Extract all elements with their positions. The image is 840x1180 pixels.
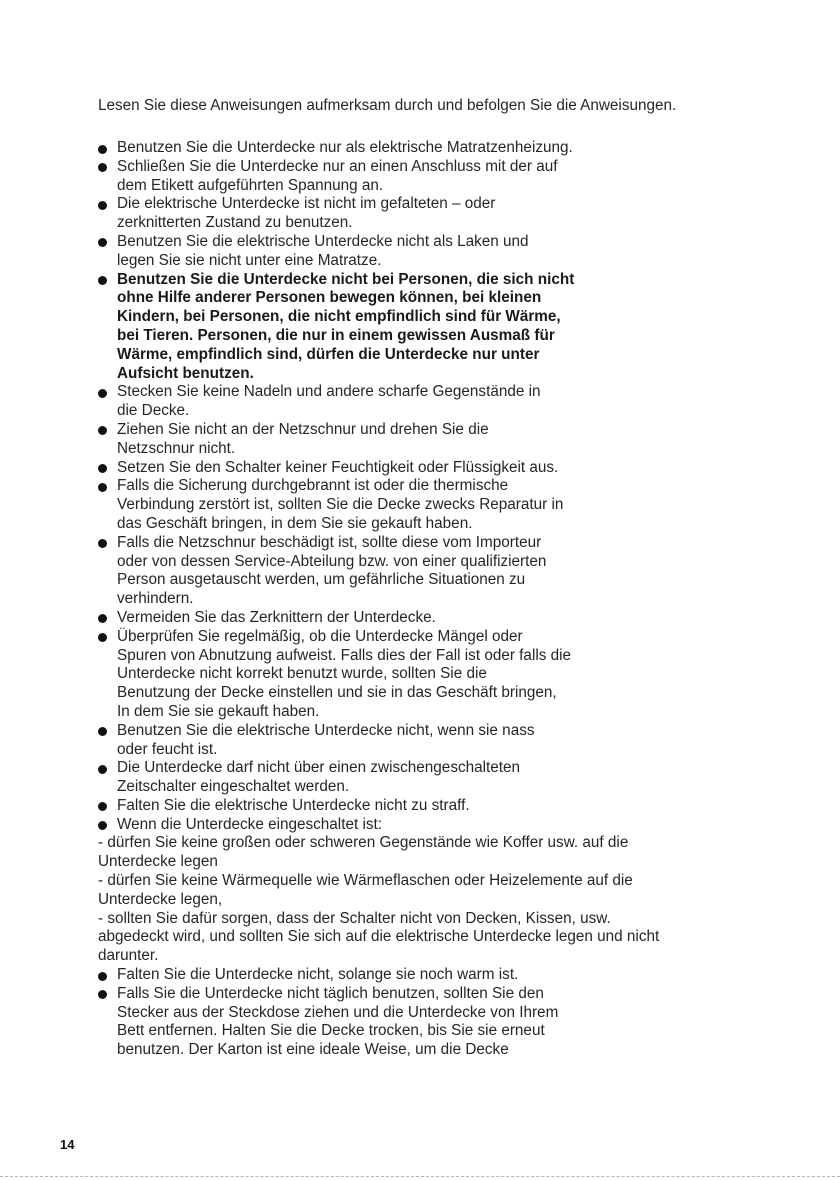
dash-list xyxy=(98,834,758,966)
bullet-line: Verbindung zerstört ist, sollten Sie die Decke zwecks Reparatur in xyxy=(117,496,564,514)
bullet-item xyxy=(98,628,758,722)
bullet-line: Schließen Sie die Unterdecke nur an einen Anschluss mit der auf xyxy=(117,157,558,175)
dash-line: - dürfen Sie keine Wärmequelle wie Wärmeflaschen oder Heizelemente auf die xyxy=(98,872,633,890)
dash-line: darunter. xyxy=(98,947,159,965)
bullet-line: benutzen. Der Karton ist eine ideale Weise, um die Decke xyxy=(117,1041,509,1059)
bullet-line: Benutzung der Decke einstellen und sie in das Geschäft bringen, xyxy=(117,684,557,702)
bullet-dot-icon xyxy=(98,389,107,398)
bullet-line: Wärme, empfindlich sind, dürfen die Unterdecke nur unter xyxy=(117,345,540,363)
bullet-line: Benutzen Sie die elektrische Unterdecke nicht, wenn sie nass xyxy=(117,721,535,739)
bullet-line: Spuren von Abnutzung aufweist. Falls dies der Fall ist oder falls die xyxy=(117,646,572,664)
dash-line: Unterdecke legen xyxy=(98,853,218,871)
bullet-dot-icon xyxy=(98,821,107,830)
bullet-item xyxy=(98,534,758,609)
bullet-line: Falten Sie die elektrische Unterdecke nicht zu straff. xyxy=(117,796,470,814)
bullet-line: oder von dessen Service-Abteilung bzw. von einer qualifizierten xyxy=(117,552,547,570)
bullet-item xyxy=(98,759,758,797)
bullet-item xyxy=(98,722,758,760)
bullet-dot-icon xyxy=(98,145,107,154)
bullet-item xyxy=(98,195,758,233)
footer-divider xyxy=(0,1176,840,1177)
bullet-line: Setzen Sie den Schalter keiner Feuchtigkeit oder Flüssigkeit aus. xyxy=(117,458,559,476)
page-number: 14 xyxy=(60,1137,75,1152)
bullet-dot-icon xyxy=(98,990,107,999)
dash-line: Unterdecke legen, xyxy=(98,890,223,908)
bullet-line: Benutzen Sie die Unterdecke nur als elektrische Matratzenheizung. xyxy=(117,139,573,156)
bullet-line: Stecker aus der Steckdose ziehen und die Unterdecke von Ihrem xyxy=(117,1003,559,1021)
bullet-line: In dem Sie sie gekauft haben. xyxy=(117,702,320,720)
bullet-line: Die Unterdecke darf nicht über einen zwischengeschalteten xyxy=(117,759,521,777)
instruction-list xyxy=(98,139,758,1060)
bullet-item xyxy=(98,966,758,985)
bullet-dot-icon xyxy=(98,727,107,736)
bullet-item xyxy=(98,985,758,1060)
bullet-item xyxy=(98,609,758,628)
bullet-line: Überprüfen Sie regelmäßig, ob die Unterdecke Mängel oder xyxy=(117,627,523,645)
bullet-item xyxy=(98,233,758,271)
dash-line: abgedeckt wird, und sollten Sie sich auf die elektrische Unterdecke legen und nicht xyxy=(98,928,660,946)
bullet-line: Falten Sie die Unterdecke nicht, solange sie noch warm ist. xyxy=(117,966,519,984)
bullet-dot-icon xyxy=(98,201,107,210)
bullet-line: ohne Hilfe anderer Personen bewegen können, bei kleinen xyxy=(117,289,542,307)
intro-text: Lesen Sie diese Anweisungen aufmerksam durch und befolgen Sie die Anweisungen. xyxy=(98,97,677,114)
bullet-line: Unterdecke nicht korrekt benutzt wurde, sollten Sie die xyxy=(117,665,487,683)
bullet-line: verhindern. xyxy=(117,590,194,608)
bullet-line: Falls die Netzschnur beschädigt ist, sollte diese vom Importeur xyxy=(117,533,542,551)
bullet-dot-icon xyxy=(98,633,107,642)
bullet-dot-icon xyxy=(98,238,107,247)
bullet-item xyxy=(98,477,758,533)
bullet-line: Kindern, bei Personen, die nicht empfindlich sind für Wärme, xyxy=(117,308,561,326)
dash-line: - sollten Sie dafür sorgen, dass der Schalter nicht von Decken, Kissen, usw. xyxy=(98,909,611,927)
bullet-group-before xyxy=(98,139,758,834)
bullet-line: Benutzen Sie die Unterdecke nicht bei Personen, die sich nicht xyxy=(117,270,575,288)
bullet-line: Aufsicht benutzen. xyxy=(117,364,254,382)
bullet-line: das Geschäft bringen, in dem Sie sie gekauft haben. xyxy=(117,514,473,532)
bullet-item xyxy=(98,797,758,816)
bullet-line: legen Sie sie nicht unter eine Matratze. xyxy=(117,251,382,269)
bullet-line: Bett entfernen. Halten Sie die Decke trocken, bis Sie sie erneut xyxy=(117,1022,545,1040)
bullet-dot-icon xyxy=(98,972,107,981)
bullet-line: Die elektrische Unterdecke ist nicht im gefalteten – oder xyxy=(117,195,496,213)
bullet-line: Falls Sie die Unterdecke nicht täglich benutzen, sollten Sie den xyxy=(117,984,544,1002)
dash-line: - dürfen Sie keine großen oder schweren Gegenstände wie Koffer usw. auf die xyxy=(98,834,629,852)
bullet-item xyxy=(98,271,758,384)
bullet-line: die Decke. xyxy=(117,402,190,420)
bullet-line: oder feucht ist. xyxy=(117,740,218,758)
bullet-line: Vermeiden Sie das Zerknittern der Unterdecke. xyxy=(117,608,436,626)
bullet-dot-icon xyxy=(98,276,107,285)
bullet-item xyxy=(98,383,758,421)
bullet-group-after xyxy=(98,966,758,1060)
bullet-item xyxy=(98,158,758,196)
bullet-item xyxy=(98,816,758,835)
bullet-line: Ziehen Sie nicht an der Netzschnur und drehen Sie die xyxy=(117,420,489,438)
bullet-line: dem Etikett aufgeführten Spannung an. xyxy=(117,176,384,194)
bullet-line: zerknitterten Zustand zu benutzen. xyxy=(117,214,353,232)
bullet-dot-icon xyxy=(98,802,107,811)
bullet-dot-icon xyxy=(98,614,107,623)
bullet-line: bei Tieren. Personen, die nur in einem gewissen Ausmaß für xyxy=(117,326,555,344)
bullet-line: Falls die Sicherung durchgebrannt ist oder die thermische xyxy=(117,477,509,495)
bullet-dot-icon xyxy=(98,483,107,492)
bullet-dot-icon xyxy=(98,539,107,548)
bullet-line: Wenn die Unterdecke eingeschaltet ist: xyxy=(117,815,383,833)
bullet-line: Benutzen Sie die elektrische Unterdecke nicht als Laken und xyxy=(117,232,529,250)
bullet-dot-icon xyxy=(98,464,107,473)
bullet-line: Stecken Sie keine Nadeln und andere scharfe Gegenstände in xyxy=(117,383,541,401)
bullet-dot-icon xyxy=(98,426,107,435)
bullet-dot-icon xyxy=(98,765,107,774)
bullet-line: Zeitschalter eingeschaltet werden. xyxy=(117,778,350,796)
bullet-item xyxy=(98,459,758,478)
bullet-line: Person ausgetauscht werden, um gefährliche Situationen zu xyxy=(117,571,526,589)
bullet-item xyxy=(98,421,758,459)
bullet-line: Netzschnur nicht. xyxy=(117,439,236,457)
bullet-item xyxy=(98,139,758,158)
bullet-dot-icon xyxy=(98,163,107,172)
